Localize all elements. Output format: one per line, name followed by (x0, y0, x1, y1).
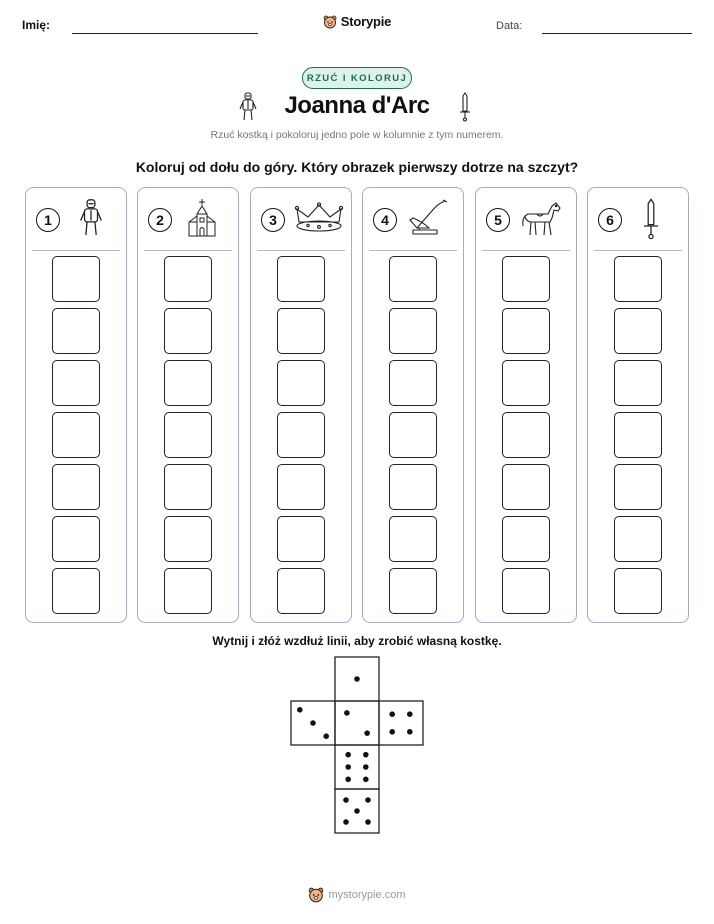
date-line (542, 33, 692, 34)
column-number: 1 (36, 208, 60, 232)
page-title: Joanna d'Arc (284, 92, 430, 119)
column-4 (362, 187, 464, 623)
dice-pip (363, 764, 369, 770)
dice-face-6 (335, 745, 379, 789)
color-cell (389, 516, 437, 562)
footer (0, 887, 714, 903)
column-5 (475, 187, 577, 623)
dice-pip (345, 777, 351, 783)
color-cell (277, 360, 325, 406)
dice-face-4 (379, 701, 423, 745)
dice-pip (310, 720, 316, 726)
dice-face-2 (335, 701, 379, 745)
column-number: 5 (486, 208, 510, 232)
color-cell (614, 308, 662, 354)
dice-pip (407, 711, 413, 717)
dice-faces (291, 657, 423, 833)
color-cell (502, 516, 550, 562)
color-cell (502, 412, 550, 458)
color-cell (277, 516, 325, 562)
color-cell (389, 568, 437, 614)
color-cell (277, 568, 325, 614)
knight-icon (78, 198, 104, 238)
dice-pip (354, 808, 360, 814)
name-line (72, 33, 258, 34)
dice-pip (365, 797, 371, 803)
cut-instruction: Wytnij i złóż wzdłuż linii, aby zrobić własną kostkę. (212, 634, 502, 648)
color-cell (164, 360, 212, 406)
dice-pip (364, 730, 370, 736)
sword-icon (459, 92, 471, 122)
dice-pip (363, 752, 369, 758)
color-cell (389, 308, 437, 354)
color-cell (614, 360, 662, 406)
column-2 (137, 187, 239, 623)
dice-pip (407, 729, 413, 735)
horse-icon (520, 200, 562, 238)
color-cell (502, 464, 550, 510)
column-divider (369, 250, 457, 251)
dice-net (290, 656, 426, 836)
bear-logo-icon (308, 887, 324, 903)
column-number: 3 (261, 208, 285, 232)
dice-pip (344, 710, 350, 716)
color-cell (52, 568, 100, 614)
column-6 (587, 187, 689, 623)
dice-pip (363, 777, 369, 783)
church-icon (186, 198, 218, 238)
color-cell (52, 516, 100, 562)
color-cell (614, 412, 662, 458)
color-cell (277, 308, 325, 354)
column-1 (25, 187, 127, 623)
date-label: Data: (496, 20, 523, 32)
dice-pip (345, 764, 351, 770)
brand-logo (0, 14, 714, 29)
subtitle: Rzuć kostką i pokoloruj jedno pole w kolumnie z tym numerem. (210, 129, 504, 141)
color-cell (614, 568, 662, 614)
column-divider (32, 250, 120, 251)
dice-pip (297, 707, 303, 713)
brand-name: Storypie (340, 14, 392, 29)
dice-pip (343, 797, 349, 803)
color-cell (277, 256, 325, 302)
crown-icon (294, 202, 344, 234)
color-cell (277, 464, 325, 510)
column-divider (482, 250, 570, 251)
color-cell (389, 412, 437, 458)
color-cell (502, 568, 550, 614)
color-cell (52, 464, 100, 510)
color-cell (164, 308, 212, 354)
color-cell (164, 516, 212, 562)
activity-badge: RZUĆ I KOLORUJ (302, 67, 412, 89)
color-cell (52, 360, 100, 406)
color-cell (389, 360, 437, 406)
color-cell (164, 256, 212, 302)
column-divider (594, 250, 682, 251)
column-divider (144, 250, 232, 251)
color-cell (389, 464, 437, 510)
color-cell (164, 568, 212, 614)
bear-logo-icon (323, 15, 337, 29)
name-label: Imię: (22, 18, 51, 32)
dice-pip (323, 733, 329, 739)
instruction: Koloruj od dołu do góry. Który obrazek pierwszy dotrze na szczyt? (135, 159, 579, 175)
column-number: 4 (373, 208, 397, 232)
color-cell (614, 256, 662, 302)
column-3 (250, 187, 352, 623)
dice-pip (354, 676, 360, 682)
color-cell (389, 256, 437, 302)
color-cell (52, 412, 100, 458)
sword-icon (642, 198, 660, 240)
color-cell (164, 464, 212, 510)
color-cell (502, 360, 550, 406)
color-cell (614, 516, 662, 562)
footer-url: mystorypie.com (328, 889, 406, 901)
column-divider (257, 250, 345, 251)
dice-pip (345, 752, 351, 758)
color-cell (164, 412, 212, 458)
color-cell (52, 308, 100, 354)
column-number: 6 (598, 208, 622, 232)
dice-pip (343, 819, 349, 825)
color-cell (502, 308, 550, 354)
plough-icon (407, 198, 447, 240)
color-cell (502, 256, 550, 302)
color-cell (52, 256, 100, 302)
color-cell (614, 464, 662, 510)
dice-pip (365, 819, 371, 825)
color-cell (277, 412, 325, 458)
dice-pip (389, 729, 395, 735)
dice-pip (389, 711, 395, 717)
column-number: 2 (148, 208, 172, 232)
